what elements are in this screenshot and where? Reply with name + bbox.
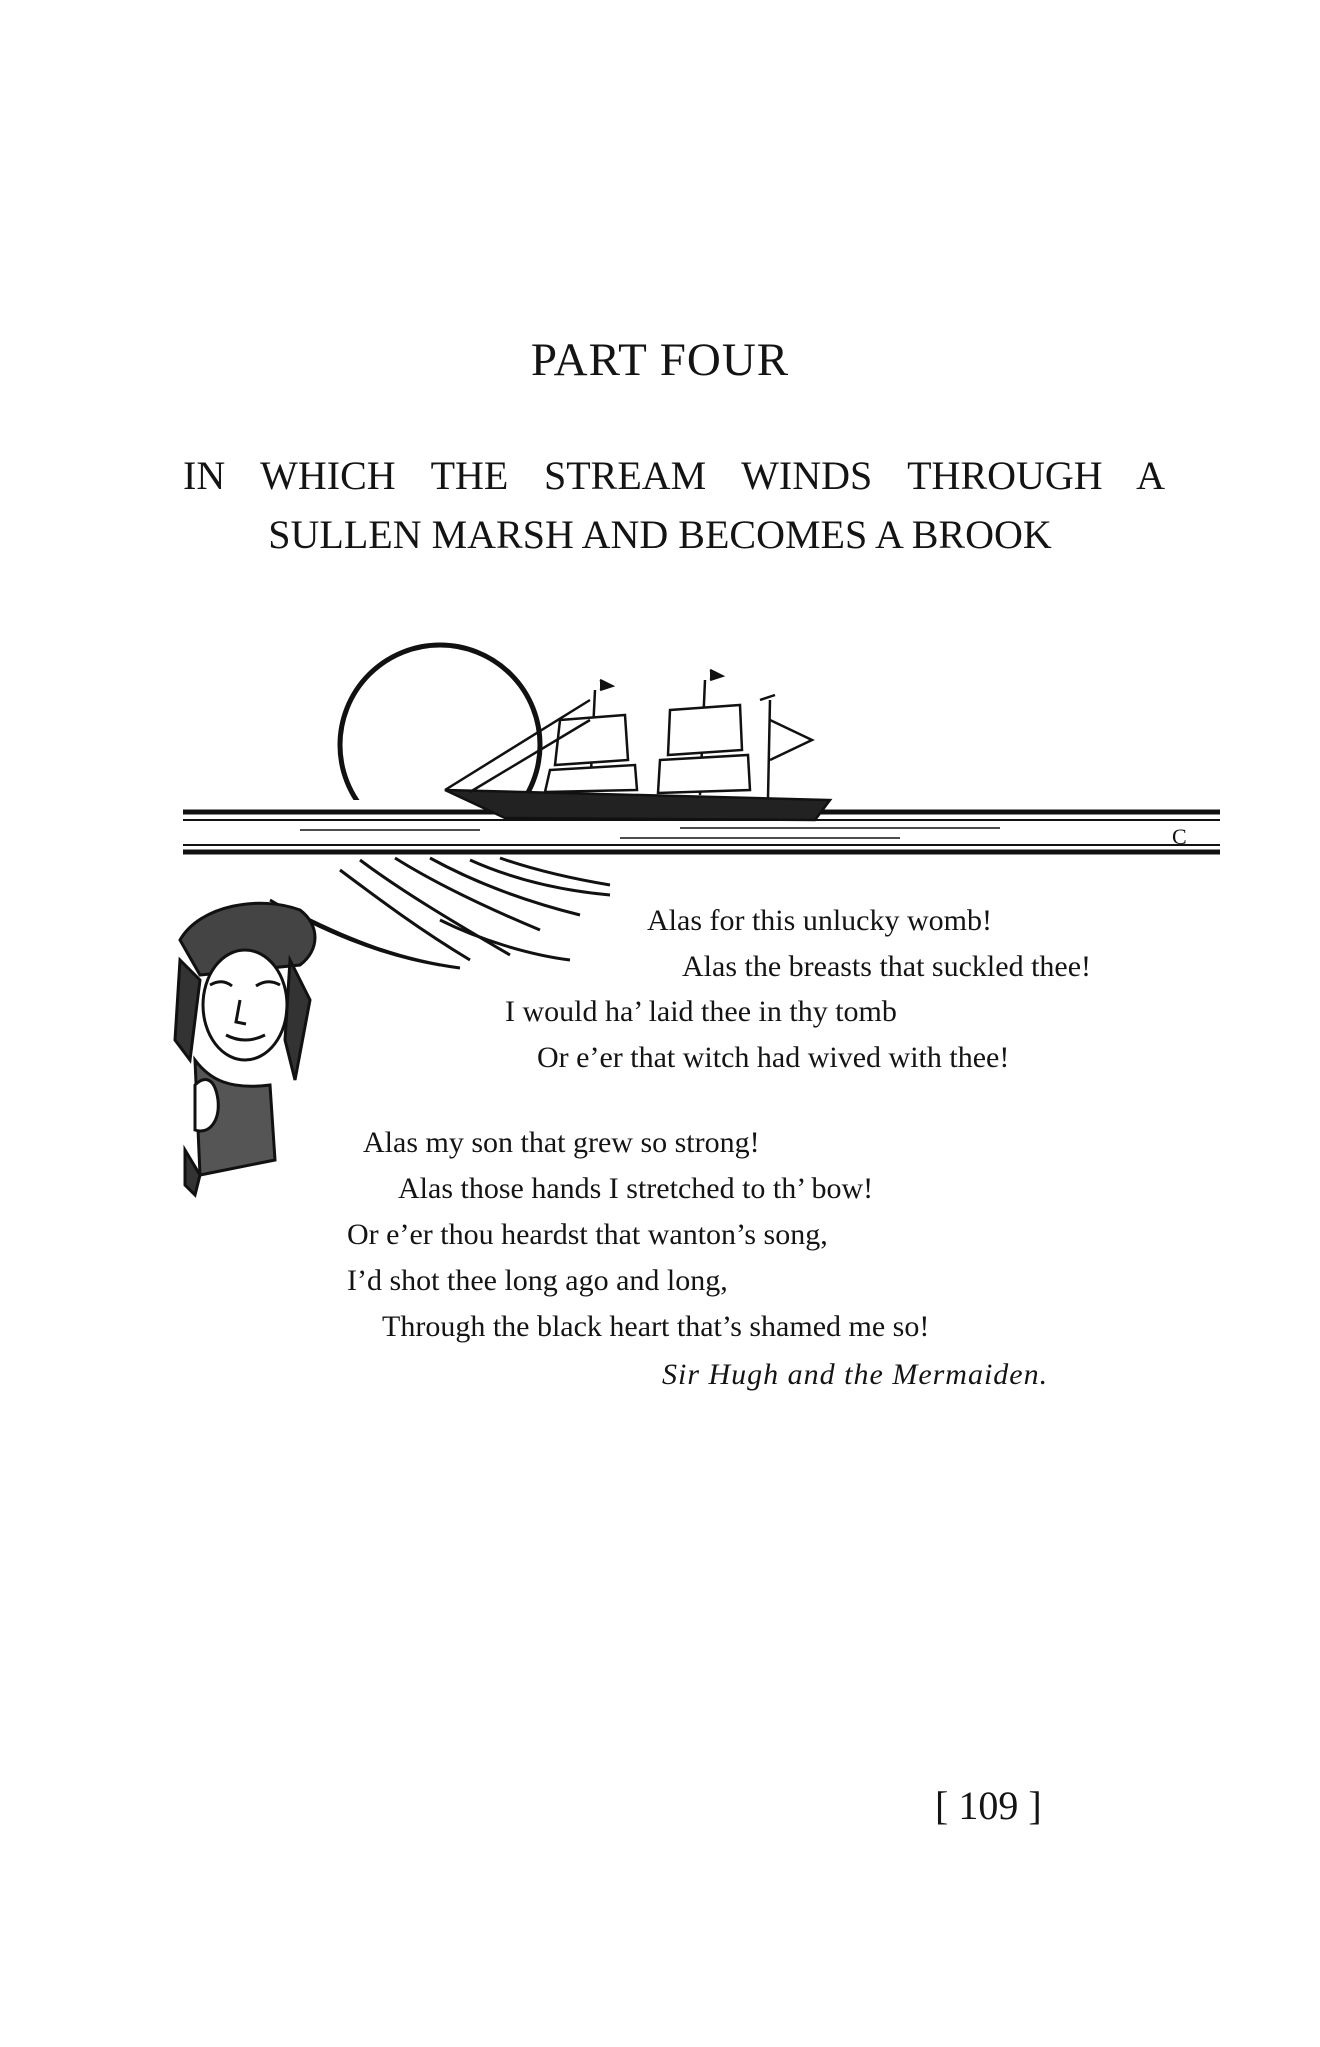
verse-line: Alas those hands I stretched to th’ bow! (398, 1172, 874, 1205)
chapter-subtitle-line-2: SULLEN MARSH AND BECOMES A BROOK (268, 512, 1052, 557)
attribution: Sir Hugh and the Mermaiden. (662, 1358, 1049, 1391)
page-number: [ 109 ] (935, 1783, 1042, 1828)
ship-icon (445, 670, 830, 820)
verse-line: I would ha’ laid thee in thy tomb (505, 995, 897, 1028)
wave-flow-icon (270, 858, 610, 968)
artist-initials: C (1172, 824, 1187, 849)
verse-line: Or e’er thou heardst that wanton’s song, (347, 1218, 828, 1251)
old-woman-icon (175, 903, 315, 1195)
verse-line: Alas my son that grew so strong! (363, 1126, 760, 1159)
verse-line: Alas the breasts that suckled thee! (682, 950, 1092, 983)
verse-line: Or e’er that witch had wived with thee! (537, 1041, 1010, 1074)
verse-line: Alas for this unlucky womb! (647, 904, 992, 937)
part-title: PART FOUR (530, 334, 790, 386)
verse-line: Through the black heart that’s shamed me so! (382, 1310, 930, 1343)
verse-line: I’d shot thee long ago and long, (347, 1264, 728, 1297)
chapter-subtitle-line-1: IN WHICH THE STREAM WINDS THROUGH A (183, 453, 1165, 498)
